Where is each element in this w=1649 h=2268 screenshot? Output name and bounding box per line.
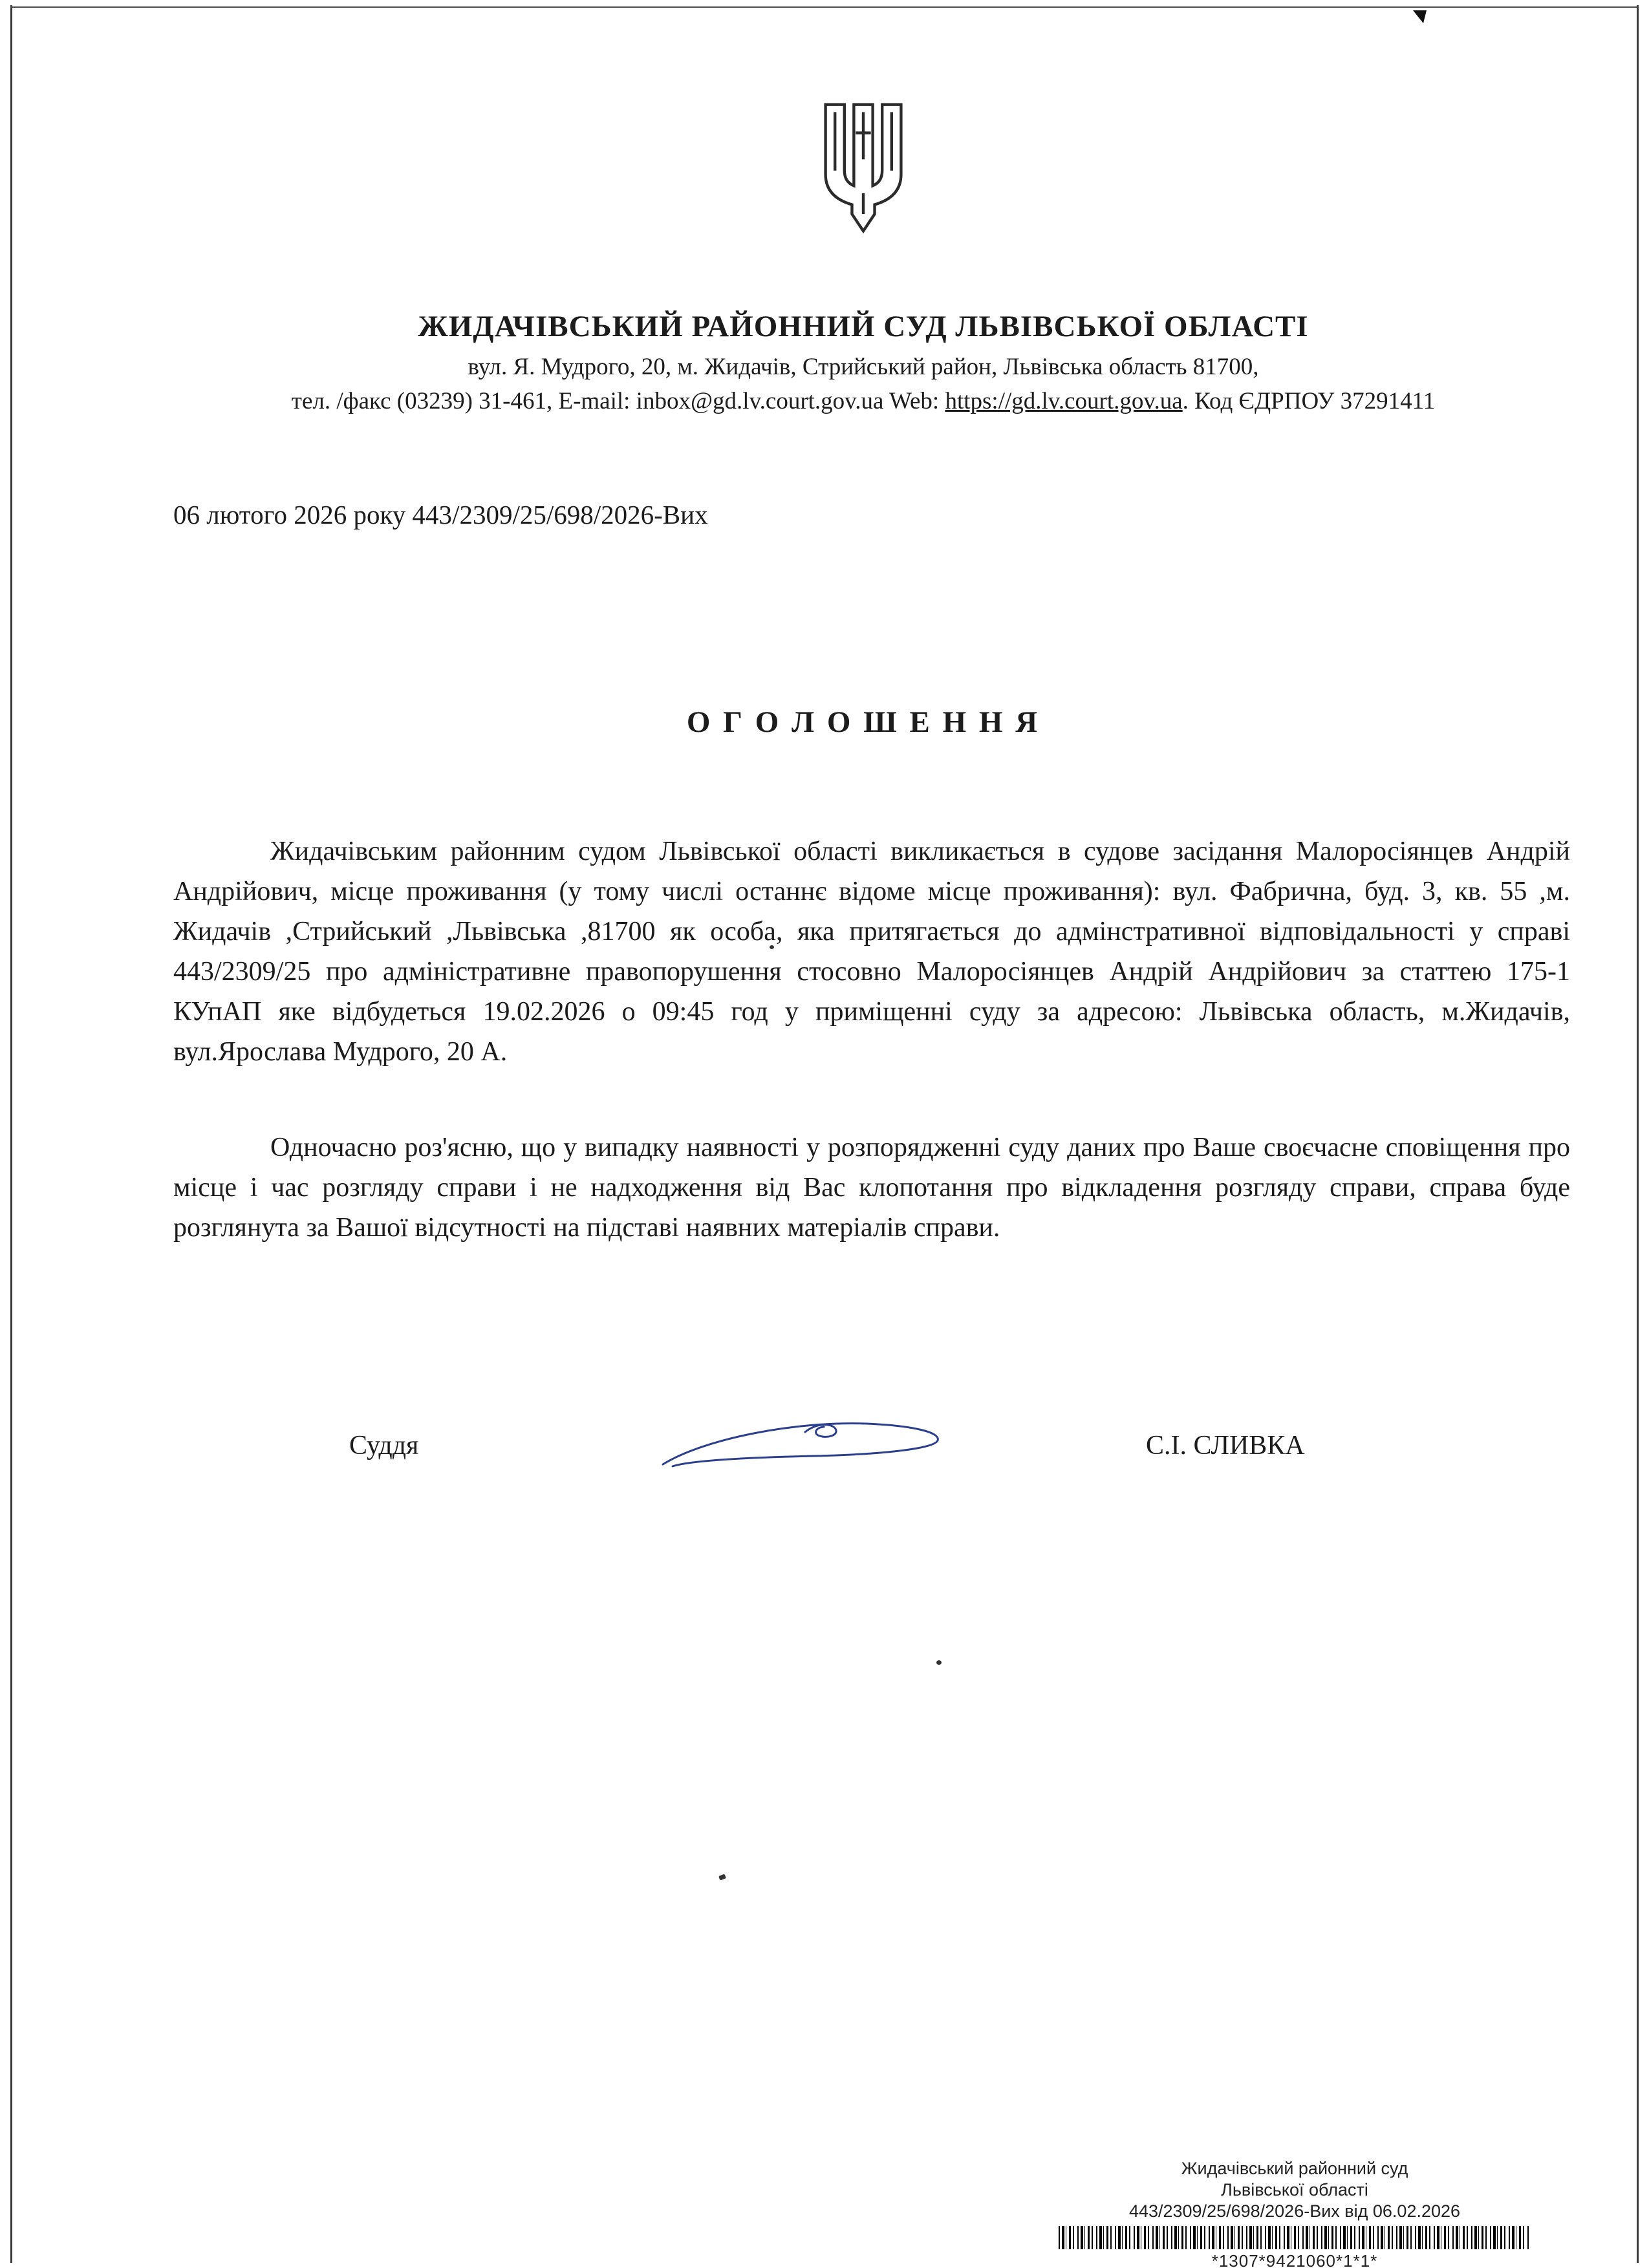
court-contacts [168, 387, 1558, 415]
barcode [1059, 2226, 1531, 2249]
paragraph-text: Жидачівським районним судом Львівської області викликається в судове засідання Малоросіянцев Андрій Андрійович, місце проживання (у тому числі останнє відоме місце проживання): вул. Фабрична, буд. 3, кв. 55 ,м. Жидачів ,Стрийський ,Львівська ,81700 як особа, яка притягається до адмінстративної відповідальності у справі 443/2309/25 про адміністративне правопорушення стосовно Малоросіянцев Андрій Андрійович за статтею 175-1 КУпАП яке відбудеться 19.02.2026 о 09:45 год у приміщенні суду за адресою: Львівська область, м.Жидачів, вул.Ярослава Мудрого, 20 А. [173, 837, 1570, 1067]
body-paragraph-notice [173, 1128, 1570, 1248]
barcode-number: *1307*9421060*1*1* [1211, 2251, 1378, 2268]
scan-speck [936, 1660, 942, 1665]
contacts-prefix: тел. /факс (03239) 31-461, E-mail: inbox@gd.lv.court.gov.ua Web: [291, 388, 945, 414]
stamp-court-line1: Жидачівський районний суд [1181, 2159, 1408, 2178]
scan-speck [718, 1874, 726, 1881]
contacts-suffix: . Код ЄДРПОУ 37291411 [1182, 388, 1436, 414]
court-address: вул. Я. Мудрого, 20, м. Жидачів, Стрийський район, Львівська область 81700, [468, 354, 1259, 380]
signature-role-label: Суддя [349, 1431, 419, 1460]
scan-corner-mark [1413, 10, 1427, 23]
letterhead [168, 309, 1558, 415]
body-paragraph-summons [173, 831, 1570, 1072]
scan-border-top [10, 6, 1639, 8]
stamp-reference-line: 443/2309/25/698/2026-Вих від 06.02.2026 [1128, 2201, 1461, 2221]
paragraph-text: Одночасно роз'ясню, що у випадку наявності у розпорядженні суду даних про Ваше своєчасне сповіщення про місце і час розгляду справи і не надходження від Вас клопотання про відкладення розгляду справи, справа буде розглянута за Вашої відсутності на підставі наявних матеріалів справи. [173, 1133, 1570, 1243]
court-name: ЖИДАЧІВСЬКИЙ РАЙОННИЙ СУД ЛЬВІВСЬКОЇ ОБЛАСТІ [418, 310, 1309, 343]
signature-judge-name: С.І. СЛИВКА [1146, 1431, 1305, 1460]
scan-border-left [10, 5, 12, 2263]
document-title: О Г О Л О Ш Е Н Н Я [686, 705, 1040, 739]
ukraine-trident-icon [816, 83, 911, 255]
stamp-court-line2: Львівської області [1221, 2180, 1368, 2199]
handwritten-signature-icon [653, 1409, 957, 1487]
court-website-link: https://gd.lv.court.gov.ua [945, 388, 1183, 414]
reference-date-line: 06 лютого 2026 року 443/2309/25/698/2026-Вих [173, 500, 708, 530]
registration-stamp [1055, 2158, 1534, 2268]
scan-border-right [1637, 5, 1639, 2263]
